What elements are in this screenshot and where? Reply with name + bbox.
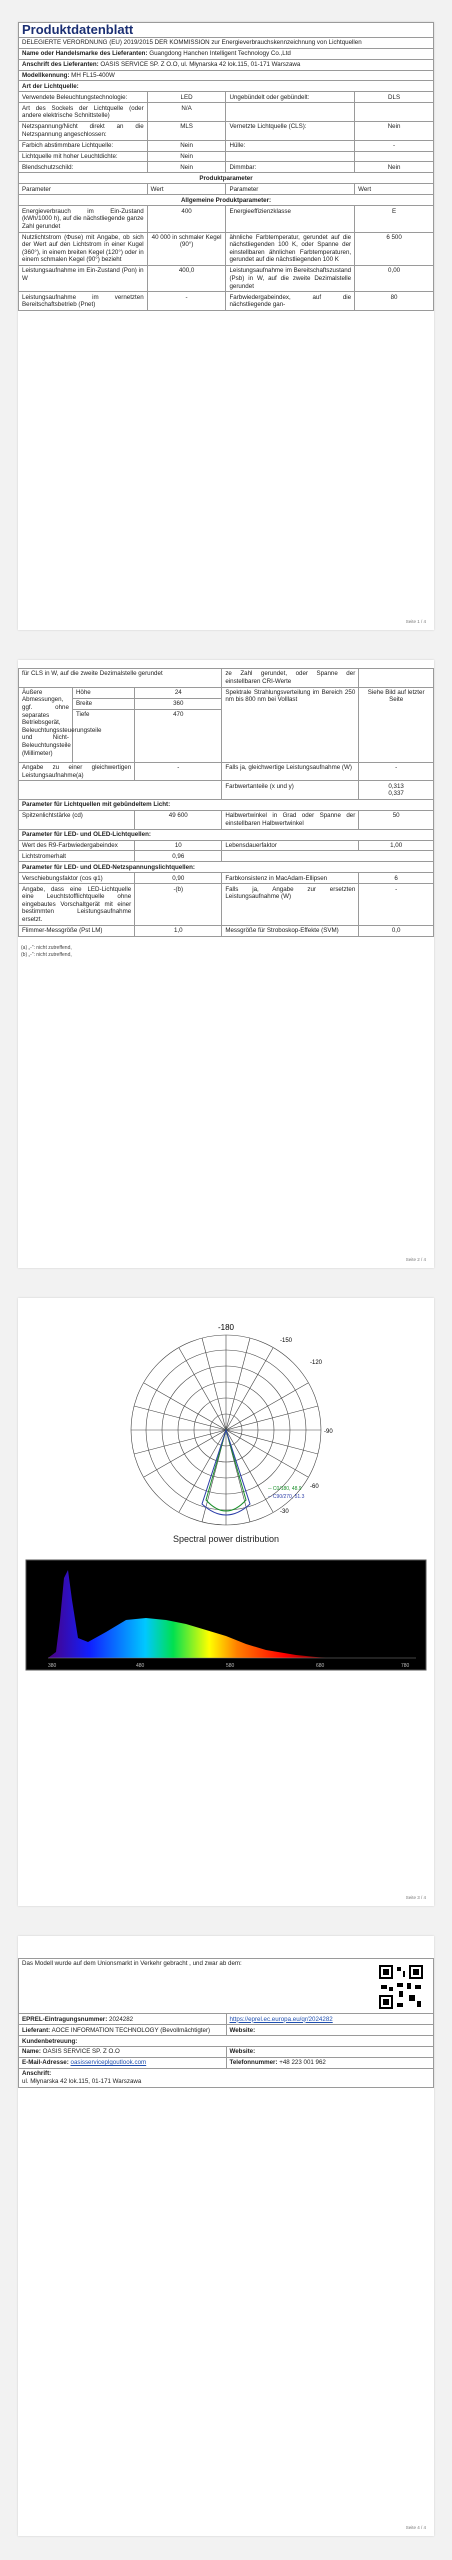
tick-label: -90 bbox=[324, 1429, 333, 1435]
legend-c0: ─ C0/180, 48.9 bbox=[268, 1486, 302, 1492]
tick-label: -30 bbox=[280, 1509, 289, 1515]
page-number: Seite 4 / 4 bbox=[405, 2525, 426, 2530]
regulation-text: DELEGIERTE VERORDNUNG (EU) 2019/2015 DER KOMMISSION zur Energieverbrauchskennzeichnung von Lichtquellen bbox=[19, 37, 434, 48]
x-axis-tick: 480 bbox=[136, 1663, 145, 1669]
page-number: Seite 1 / 4 bbox=[405, 619, 426, 624]
tick-label: -60 bbox=[310, 1484, 319, 1490]
market-intro-text: Das Modell wurde auf dem Unionsmarkt in Verkehr gebracht , und zwar ab dem: bbox=[22, 1960, 242, 1968]
legend-c90: ─ C90/270, 51.3 bbox=[268, 1494, 305, 1500]
registration-table: Das Modell wurde auf dem Unionsmarkt in Verkehr gebracht , und zwar ab dem: EPREL-Eintragungsnummer: 2024282 https://eprel.ec.europa.eu/qr/2024282 Lieferant: AOCE INFORMATION TECHNOLOGY (Bevollmächtigter) Website: Kundenbetreuung: Name: OASIS SERVICE SP. Z O.O Website: E-Mail-Adresse: oasisserviceplgoutlook.com Telefonnummer: +48 223 001 962 Anschrift: ul. Młynarska 42 lok.115, 01-171 Warszawa bbox=[18, 1958, 434, 2088]
model-row: Modellkennung: MH FL15-400W bbox=[19, 70, 434, 81]
page-number: Seite 2 / 4 bbox=[405, 1257, 426, 1262]
x-axis-tick: 380 bbox=[48, 1663, 57, 1669]
qr-code-icon bbox=[377, 1963, 425, 2011]
datasheet-table-1: Produktdatenblatt DELEGIERTE VERORDNUNG (EU) 2019/2015 DER KOMMISSION zur Energieverbrauchskennzeichnung von Lichtquellen Name oder Handelsmarke des Lieferanten: Guangdong Hanchen Intelligent Technology Co.,Ltd Anschrift des Lieferanten: OASIS SERVICE SP. Z O.O, ul. Młynarska 42 lok.115, 01-171 Warszawa Modellkennung: MH FL15-400W Art der Lichtquelle: Verwendete Beleuchtungstechnologie: LED Ungebündelt oder gebündelt: DLS Art des Sockels der Lichtquelle (oder andere elektrische Schnittstelle) N/A Netzspannung/Nicht direkt an die Netzspannung angeschlossen: MLS Vernetzte Lichtquelle (CLS): Nein Farbich abstimmbare Lichtquelle: Nein Hülle: - Lichtquelle mit hoher Leuchtdichte: Nein Blendschutzschild: Nein Dimmbar: Nein Produktparameter Parameter Wert Parameter Wert Allgemeine Produktparameter: Energieverbrauch im Ein-Zustand (kWh/1000 h), auf die nächstliegende ganze Zahl gerundet 400 Energieeffizienzklasse E Nutzlichtstrom (Φuse) mit Angabe, ob sich der Wert auf den Lichtstrom in einer Kugel (360°), in einem breiten Kegel (120°) oder in einem schmalen Kegel (90°) bezieht 40 000 in schmaler Kegel (90°) ähnliche Farbtemperatur, gerundet auf die nächstliegenden 100 K, oder Spanne der einstellbaren ähnlichen Farbtemperaturen, gerundet auf die nächstliegenden 100 K 6 500 Leistungsaufnahme im Ein-Zustand (Pon) in W 400,0 Leistungsaufnahme im Bereitschaftszustand (Psb) in W, auf die zweite Dezimalstelle gerundet 0,00 Leistungsaufnahme im vernetzten Bereitschaftsbetrieb (Pnet) - Farbwiedergabeindex, auf die nächstliegende gan- 80 bbox=[18, 22, 434, 311]
spectrum-caption: Spectral power distribution bbox=[172, 1534, 280, 1544]
lightsource-header: Art der Lichtquelle: bbox=[19, 81, 434, 92]
params-header: Produktparameter bbox=[19, 173, 434, 184]
x-axis-tick: 580 bbox=[226, 1663, 235, 1669]
email-field[interactable]: E-Mail-Adresse: oasisserviceplgoutlook.com bbox=[19, 2058, 227, 2069]
tick-label: -150 bbox=[280, 1338, 293, 1344]
footnote-a: (a) „-“: nicht zutreffend, bbox=[21, 944, 72, 951]
polar-light-distribution-diagram bbox=[18, 1318, 434, 1538]
page-number: Seite 3 / 4 bbox=[405, 1895, 426, 1900]
page-1 bbox=[18, 22, 434, 630]
supplier-name-row: Name oder Handelsmarke des Lieferanten: Guangdong Hanchen Intelligent Technology Co.,Ltd bbox=[19, 48, 434, 59]
datasheet-table-2: für CLS in W, auf die zweite Dezimalstelle gerundet ze Zahl gerundet, oder Spanne der einstellbaren CRI-Werte Äußere Abmessungen, ggf. ohne separates Betriebsgerät, Beleuchtungssteuerungsteile und Nicht-Beleuchtungsteile (Millimeter) Höhe 24 Spektrale Strahlungsverteilung im Bereich 250 nm bis 800 nm bei Volllast Siehe Bild auf letzter Seite Breite 360 Tiefe 470 Angabe zu einer gleichwertigen Leistungsaufnahme(a) - Falls ja, gleichwertige Leistungsaufnahme (W) - Farbwertanteile (x und y) 0,313 0,337 Parameter für Lichtquellen mit gebündeltem Licht: Spitzenlichtstärke (cd) 49 600 Halbwertwinkel in Grad oder Spanne der einstellbaren Halbwertwinkel 50 Parameter für LED- und OLED-Lichtquellen: Wert des R9-Farbwiedergabeindex 10 Lebensdauerfaktor 1,00 Lichtstromerhalt 0,96 Parameter für LED- und OLED-Netzspannungslichtquellen: Verschiebungsfaktor (cos φ1) 0,90 Farbkonsistenz in MacAdam-Ellipsen 6 Angabe, dass eine LED-Lichtquelle eine Leuchtstofflichtquelle ohne eingebautes Vorschaltgerät mit einer bestimmten Leistungsaufnahme ersetzt. -(b) Falls ja, Angabe zur ersetzten Leistungsaufnahme (W) - Flimmer-Messgröße (Pst LM) 1,0 Messgröße für Stroboskop-Effekte (SVM) 0,0 bbox=[18, 668, 434, 937]
x-axis-tick: 680 bbox=[316, 1663, 325, 1669]
supplier-address-row: Anschrift des Lieferanten: OASIS SERVICE SP. Z O.O, ul. Młynarska 42 lok.115, 01-171 Warszawa bbox=[19, 59, 434, 70]
page-4 bbox=[18, 1936, 434, 2536]
tick-label: -180 bbox=[217, 1323, 235, 1332]
page-title: Produktdatenblatt bbox=[19, 23, 434, 38]
x-axis-tick: 780 bbox=[401, 1663, 410, 1669]
tick-label: -120 bbox=[310, 1360, 323, 1366]
page-3 bbox=[18, 1298, 434, 1906]
footnote-b: (b) „-“: nicht zutreffend, bbox=[21, 951, 72, 958]
eprel-link[interactable]: https://eprel.ec.europa.eu/qr/2024282 bbox=[226, 2014, 434, 2025]
page-2 bbox=[18, 660, 434, 1268]
spectral-power-distribution-chart bbox=[26, 1560, 426, 1670]
